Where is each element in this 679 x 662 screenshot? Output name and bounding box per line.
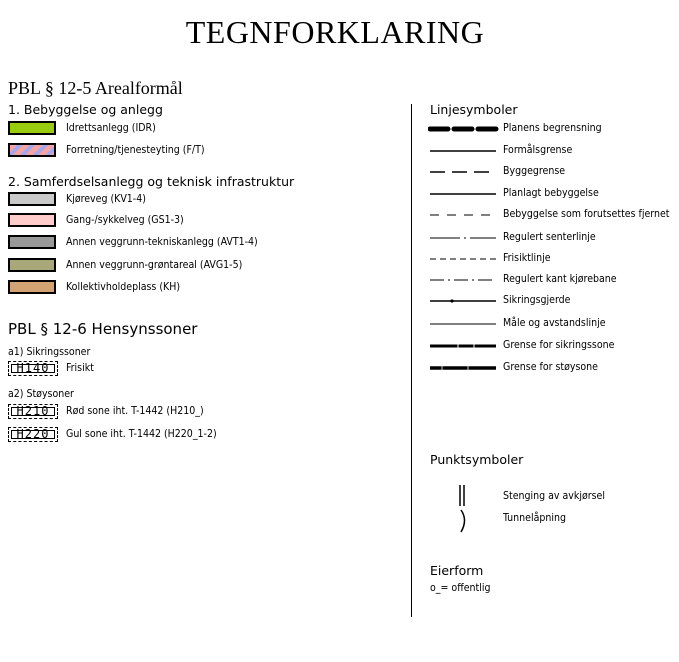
line-label-regulert-senterlinje: Regulert senterlinje <box>503 231 596 243</box>
legend-label-annen-veggrunn-teknisk: Annen veggrunn-tekniskanlegg (AVT1-4) <box>66 236 258 248</box>
line-label-male-avstand: Måle og avstandslinje <box>503 317 606 329</box>
zone-symbol-h220: H220 <box>8 427 58 442</box>
legend-label-kjoreveg: Kjøreveg (KV1-4) <box>66 193 146 205</box>
column-divider <box>411 104 412 617</box>
legend-label-gul-sone: Gul sone iht. T-1442 (H220_1-2) <box>66 428 217 440</box>
swatch-forretning <box>8 143 56 157</box>
zone-symbol-h140: H140 <box>8 361 58 376</box>
legend-label-gang-sykkelveg: Gang-/sykkelveg (GS1-3) <box>66 214 184 226</box>
swatch-gang-sykkelveg <box>8 213 56 227</box>
swatch-idrettsanlegg <box>8 121 56 135</box>
legend-label-annen-veggrunn-gront: Annen veggrunn-grøntareal (AVG1-5) <box>66 259 243 271</box>
swatch-annen-veggrunn-gront <box>8 258 56 272</box>
line-symbols-graphic <box>428 120 500 380</box>
point-symbols-graphic <box>452 482 476 534</box>
line-label-planlagt-bebyggelse: Planlagt bebyggelse <box>503 187 599 199</box>
linjesymboler-heading: Linjesymboler <box>430 102 518 117</box>
punktsymboler-heading: Punktsymboler <box>430 452 524 467</box>
line-label-sikringsgjerde: Sikringsgjerde <box>503 294 571 306</box>
line-label-grense-stoysone: Grense for støysone <box>503 361 598 373</box>
line-label-formalsgrense: Formålsgrense <box>503 144 573 156</box>
swatch-kjoreveg <box>8 192 56 206</box>
hensynssoner-heading: PBL § 12-6 Hensynssoner <box>8 320 198 338</box>
legend-label-forretning: Forretning/tjenesteyting (F/T) <box>66 144 205 156</box>
zone-symbol-h210: H210 <box>8 404 58 419</box>
eierform-heading: Eierform <box>430 563 484 578</box>
eierform-text: o_= offentlig <box>430 582 491 594</box>
line-label-grense-sikringssone: Grense for sikringssone <box>503 339 615 351</box>
point-label-tunnelapning: Tunnelåpning <box>503 512 566 524</box>
arealformal-heading: PBL § 12-5 Arealformål <box>8 78 183 98</box>
group-heading-samferdsel: 2. Samferdselsanlegg og teknisk infrastruktur <box>8 174 295 189</box>
group-heading-stoysoner: a2) Støysoner <box>8 388 74 400</box>
legend-label-idrettsanlegg: Idrettsanlegg (IDR) <box>66 122 156 134</box>
point-label-stenging: Stenging av avkjørsel <box>503 490 605 502</box>
swatch-annen-veggrunn-teknisk <box>8 235 56 249</box>
page-title: TEGNFORKLARING <box>185 14 485 50</box>
line-label-frisiktlinje: Frisiktlinje <box>503 252 551 264</box>
tunnelapning-symbol <box>461 510 465 532</box>
legend-label-kollektivholdeplass: Kollektivholdeplass (KH) <box>66 281 181 293</box>
group-heading-sikringssoner: a1) Sikringssoner <box>8 346 91 358</box>
line-label-bebyggelse-fjernet: Bebyggelse som forutsettes fjernet <box>503 208 670 220</box>
swatch-kollektivholdeplass <box>8 280 56 294</box>
legend-label-rod-sone: Rød sone iht. T-1442 (H210_) <box>66 405 204 417</box>
line-label-regulert-kant: Regulert kant kjørebane <box>503 273 617 285</box>
group-heading-bebyggelse: 1. Bebyggelse og anlegg <box>8 102 163 117</box>
legend-label-frisikt: Frisikt <box>66 362 94 374</box>
line-label-byggegrense: Byggegrense <box>503 165 566 177</box>
line-label-planens-begrensning: Planens begrensning <box>503 122 602 134</box>
